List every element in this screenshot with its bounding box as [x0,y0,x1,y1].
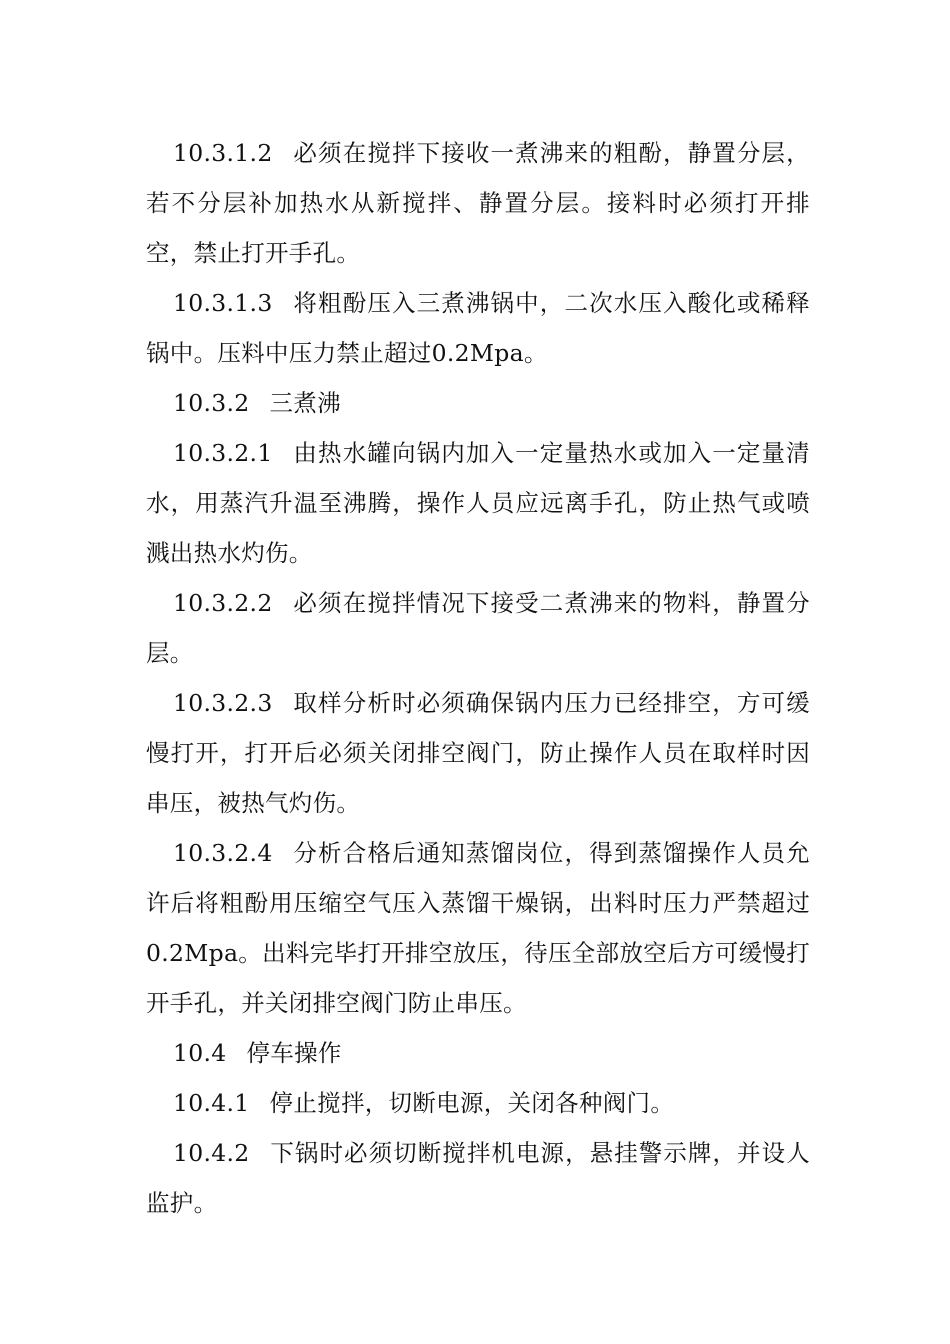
clause-text: 由热水罐向锅内加入一定量热水或加入一定量清水，用蒸汽升温至沸腾，操作人员应远离手孔，防止热气或喷溅出热水灼伤。 [146,439,810,567]
clause-text: 下锅时必须切断搅拌机电源，悬挂警示牌，并设人监护。 [146,1139,810,1217]
clause-number: 10.3.2.1 [173,439,273,467]
paragraph-10-3-1-3 [146,278,810,378]
paragraph-10-3-2-2 [146,578,810,678]
paragraph-10-4-1 [146,1078,810,1128]
clause-text: 三煮沸 [269,389,341,417]
clause-number: 10.3.2.4 [173,839,273,867]
clause-text: 取样分析时必须确保锅内压力已经排空，方可缓慢打开，打开后必须关闭排空阀门，防止操作人员在取样时因串压，被热气灼伤。 [146,689,810,817]
clause-number: 10.3.2 [173,389,250,417]
clause-text: 必须在搅拌下接收一煮沸来的粗酚，静置分层，若不分层补加热水从新搅拌、静置分层。接料时必须打开排空，禁止打开手孔。 [146,139,810,267]
clause-number: 10.3.2.3 [173,689,273,717]
heading-10-3-2 [146,378,810,428]
clause-text: 停车操作 [246,1039,342,1067]
clause-number: 10.4.2 [173,1139,250,1167]
clause-number: 10.3.1.3 [173,289,273,317]
clause-number: 10.3.1.2 [173,139,273,167]
clause-text: 分析合格后通知蒸馏岗位，得到蒸馏操作人员允许后将粗酚用压缩空气压入蒸馏干燥锅，出料时压力严禁超过0.2Mpa。出料完毕打开排空放压，待压全部放空后方可缓慢打开手孔，并关闭排空阀门防止串压。 [146,839,810,1017]
paragraph-10-3-2-4 [146,828,810,1028]
paragraph-10-3-2-3 [146,678,810,828]
paragraph-10-3-1-2 [146,128,810,278]
clause-number: 10.4 [173,1039,227,1067]
clause-number: 10.4.1 [173,1089,250,1117]
clause-text: 将粗酚压入三煮沸锅中，二次水压入酸化或稀释锅中。压料中压力禁止超过0.2Mpa。 [146,289,810,367]
document-body [146,128,810,1228]
heading-10-4 [146,1028,810,1078]
paragraph-10-3-2-1 [146,428,810,578]
clause-text: 必须在搅拌情况下接受二煮沸来的物料，静置分层。 [146,589,810,667]
clause-number: 10.3.2.2 [173,589,273,617]
paragraph-10-4-2 [146,1128,810,1228]
clause-text: 停止搅拌，切断电源，关闭各种阀门。 [269,1089,675,1117]
